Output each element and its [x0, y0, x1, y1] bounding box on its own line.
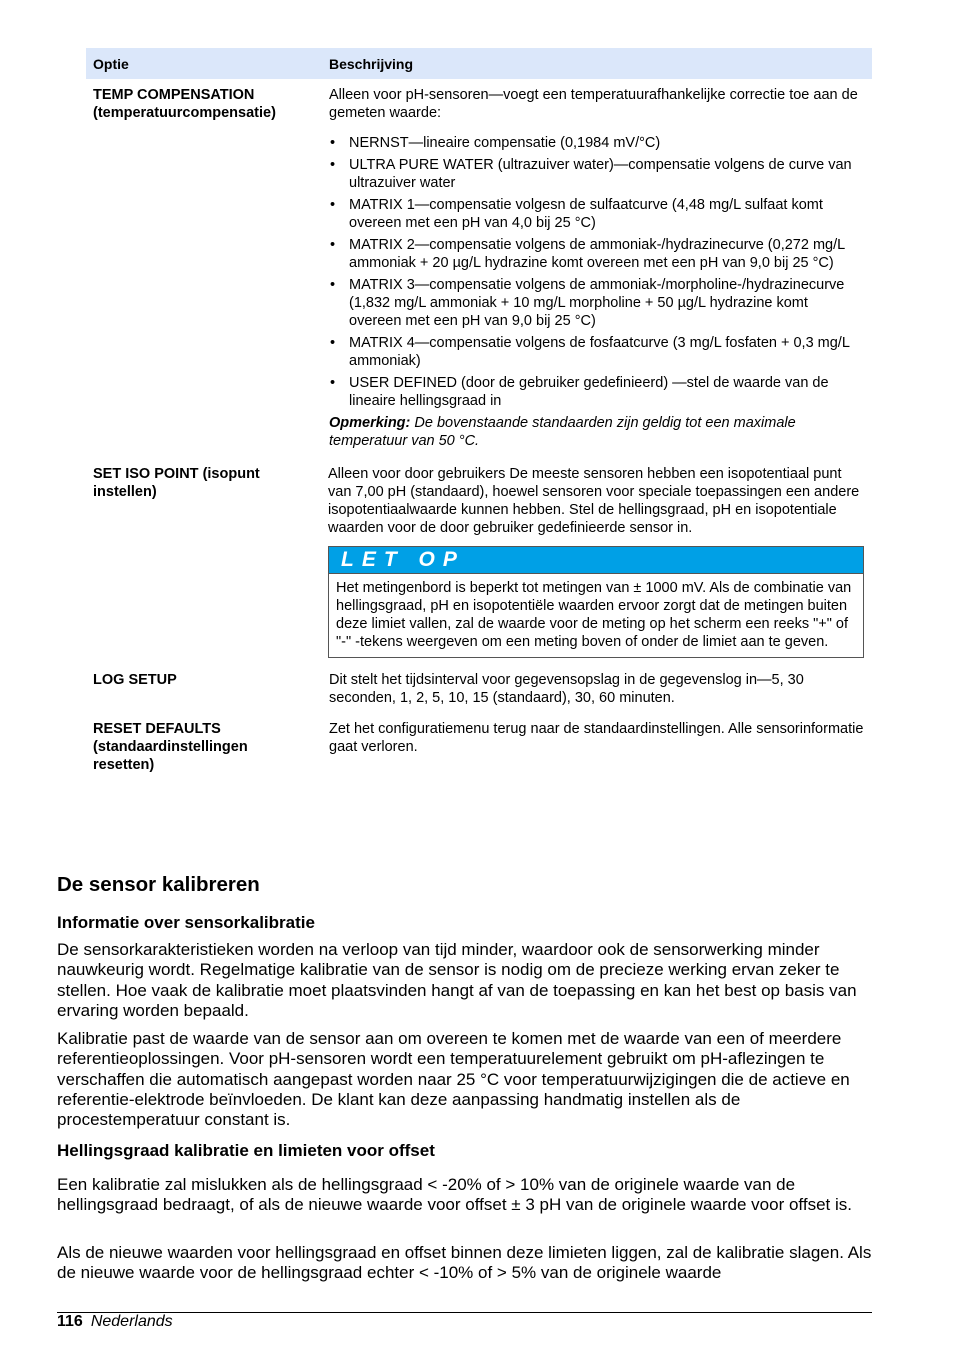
section-title: De sensor kalibreren: [57, 873, 260, 896]
note: [329, 414, 864, 450]
header-option: Optie: [93, 55, 129, 72]
footer-divider: [57, 1312, 872, 1313]
option-name: LOG SETUP: [93, 672, 177, 688]
table-header: [86, 48, 872, 79]
subsection-title: Informatie over sensorkalibratie: [57, 913, 315, 932]
paragraph: Kalibratie past de waarde van de sensor aan om overeen te komen met de waarde van een of meerdere referentieoplossingen. Voor pH-sensoren wordt een temperatuurelement gebruikt om pH-aflezingen te verschaffen die automatisch aangepast worden naar 25 °C voor temperatuurwijzigingen die de actieve en referentie-elektrode beïnvloeden. De klant kan deze aanpassing handmatig instellen als de procestemperatuur constant is.: [57, 1029, 850, 1130]
option-description: Alleen voor pH-sensoren—voegt een temperatuurafhankelijke correctie toe aan de gemeten waarde:: [329, 87, 858, 121]
table-row: [86, 671, 872, 707]
caution-box: [328, 546, 864, 658]
list-item: • MATRIX 1—compensatie volgesn de sulfaatcurve (4,48 mg/L sulfaat komt overeen met een pH van 4,0 bij 25 °C): [349, 196, 864, 232]
option-description: Zet het configuratiemenu terug naar de standaardinstellingen. Alle sensorinformatie gaat verloren.: [329, 721, 864, 755]
list-item: • USER DEFINED (door de gebruiker gedefinieerd) —stel de waarde van de lineaire hellingsgraad in: [349, 374, 864, 410]
subsection-title: Hellingsgraad kalibratie en limieten voor offset: [57, 1141, 435, 1160]
footer-language: Nederlands: [90, 1313, 173, 1330]
option-name: RESET DEFAULTS (standaardinstellingen resetten): [93, 721, 248, 773]
list-item: • MATRIX 4—compensatie volgens de fosfaatcurve (3 mg/L fosfaten + 0,3 mg/L ammoniak): [349, 334, 864, 370]
table-row: [86, 86, 872, 450]
list-item: • NERNST—lineaire compensatie (0,1984 mV/°C): [349, 134, 864, 152]
bullet-list: [329, 134, 864, 410]
note-label: Opmerking:: [329, 415, 411, 431]
list-item: • MATRIX 2—compensatie volgens de ammoniak-/hydrazinecurve (0,272 mg/L ammoniak + 20 µg/L hydrazine komt overeen met een pH van 9,0 bij 25 °C): [349, 236, 864, 272]
option-description: Dit stelt het tijdsinterval voor gegevensopslag in de gegevenslog in—5, 30 seconden, 1, 2, 5, 10, 15 (standaard), 30, 60 minuten.: [329, 672, 804, 706]
options-table: [86, 48, 872, 774]
option-name: SET ISO POINT (isopunt instellen): [93, 466, 260, 500]
list-item: • ULTRA PURE WATER (ultrazuiver water)—compensatie volgens de curve van ultrazuiver water: [349, 156, 864, 192]
table-row: [86, 465, 872, 658]
page-number: 116: [57, 1313, 83, 1330]
caution-text: Het metingenbord is beperkt tot metingen van ± 1000 mV. Als de combinatie van hellingsgraad, pH en isopotentiële waarden ervoor zorgt dat de metingen buiten deze limiet vallen, zal de waarde voor de meting op het scherm een reeks "+" of "-" -tekens weergeven om een meting boven of onder de limiet aan te geven.: [336, 580, 852, 650]
caution-title: LET OP: [329, 547, 863, 574]
option-description: Alleen voor door gebruikers De meeste sensoren hebben een isopotentiaal punt van 7,00 pH (standaard), hoewel sensoren voor speciale toepassingen een andere isopotentiaalwaarde kunnen hebben. Stel de hellingsgraad, pH en isopotentiale waarden voor de door gebruiker gedefinieerde sensor in.: [328, 466, 860, 536]
page-footer: [57, 1313, 173, 1331]
list-item: • MATRIX 3—compensatie volgens de ammoniak-/morpholine-/hydrazinecurve (1,832 mg/L ammoniak + 10 mg/L morpholine + 50 µg/L hydrazine komt overeen met een pH van 9,0 bij 25 °C): [349, 276, 864, 330]
paragraph: Een kalibratie zal mislukken als de hellingsgraad < -20% of > 10% van de originele waarde van de hellingsgraad bedraagt, of als de nieuwe waarde voor offset ± 3 pH van de originele waarde voor offset is.: [57, 1175, 852, 1215]
table-row: [86, 720, 872, 774]
option-name: TEMP COMPENSATION (temperatuurcompensatie): [93, 87, 276, 121]
note-text: De bovenstaande standaarden zijn geldig tot een maximale temperatuur van 50 °C.: [329, 415, 796, 449]
paragraph: Als de nieuwe waarden voor hellingsgraad en offset binnen deze limieten liggen, zal de kalibratie slagen. Als de nieuwe waarde voor de hellingsgraad echter < -10% of > 5% van de originele waarde: [57, 1243, 872, 1283]
paragraph: De sensorkarakteristieken worden na verloop van tijd minder, waardoor ook de sensorwerking minder nauwkeurig wordt. Regelmatige kalibratie van de sensor is nodig om de precieze werking ervan zeker te stellen. Hoe vaak de kalibratie moet plaatsvinden hangt af van de toepassing en kan het best op basis van ervaring worden bepaald.: [57, 940, 857, 1020]
header-description: Beschrijving: [329, 55, 414, 72]
